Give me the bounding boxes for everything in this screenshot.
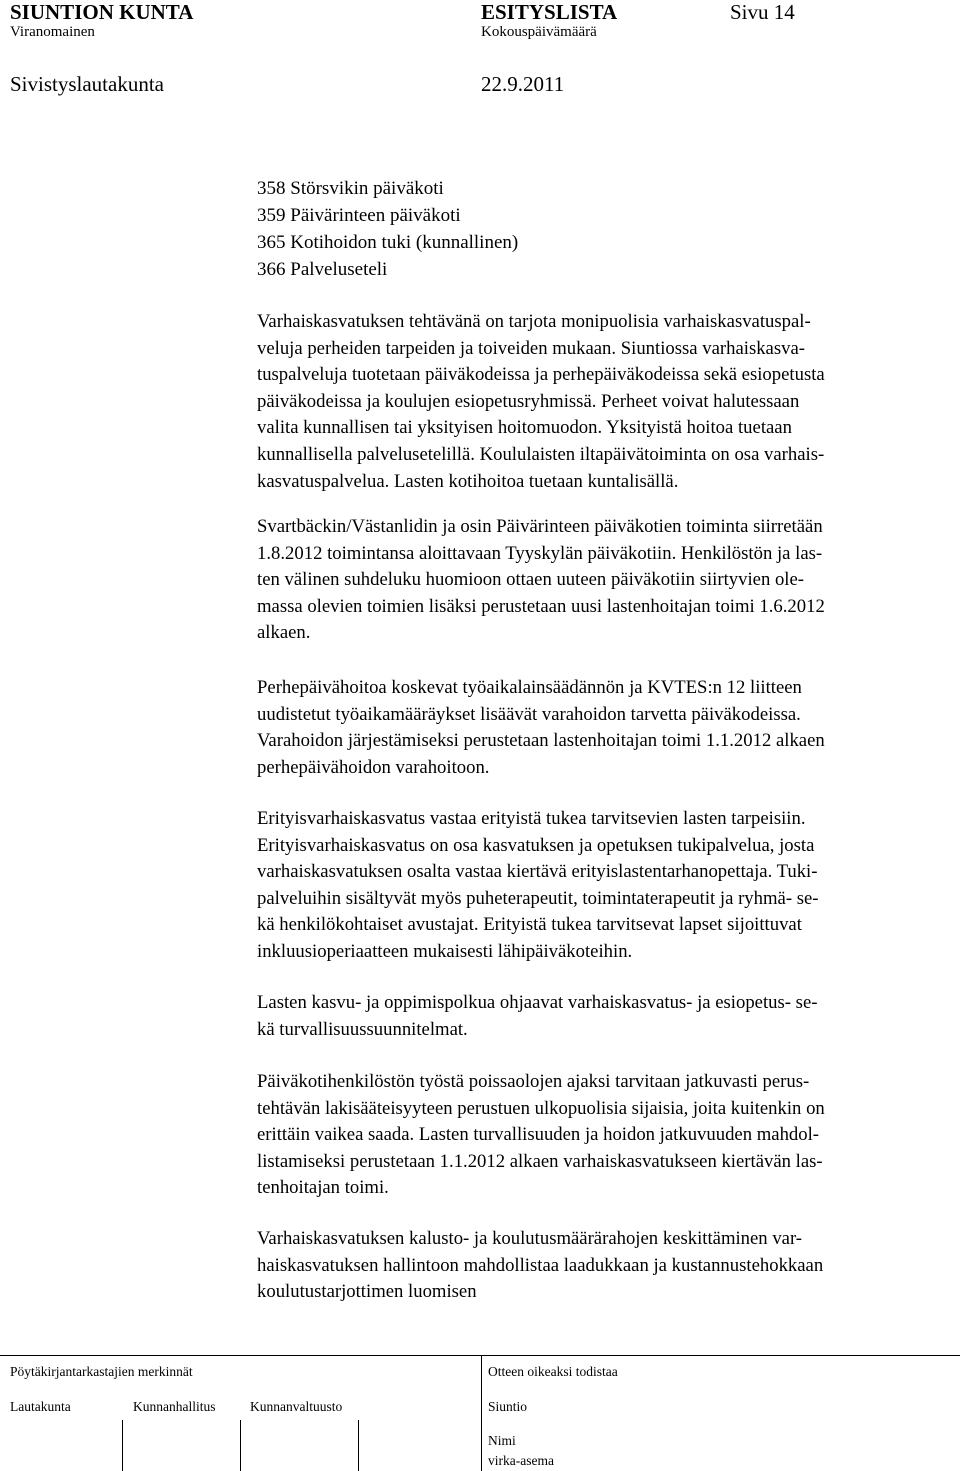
text-line: tuspalveluja tuotetaan päiväkodeissa ja perhepäiväkodeissa sekä esiopetusta [257, 364, 825, 386]
municipality-name: SIUNTION KUNTA [10, 0, 194, 24]
text-line: Perhepäivähoitoa koskevat työaikalainsäädännön ja KVTES:n 12 liitteen [257, 677, 802, 698]
document-type: ESITYSLISTA [481, 0, 618, 24]
text-line: kasvatuspalvelua. Lasten kotihoitoa tuetaan kuntalisällä. [257, 470, 679, 492]
paragraph [257, 514, 957, 647]
text-line: perhepäivähoidon varahoitoon. [257, 756, 490, 778]
paragraph [257, 675, 957, 781]
page-number: Sivu 14 [730, 0, 795, 24]
paragraph [257, 990, 957, 1043]
meeting-date-label: Kokouspäivämäärä [481, 24, 597, 40]
text-line: inkluusioperiaatteen mukaisesti lähipäiväkoteihin. [257, 940, 633, 962]
committee-name: Sivistyslautakunta [10, 72, 164, 96]
position-label: virka-asema [488, 1453, 554, 1468]
reviewers-label: Pöytäkirjantarkastajien merkinnät [10, 1364, 193, 1379]
text-line: uudistetut työaikamääräykset lisäävät varahoidon tarvetta päiväkodeissa. [257, 703, 801, 725]
paragraph [257, 309, 957, 495]
text-line: haiskasvatuksen hallintoon mahdollistaa laadukkaan ja kustannustehokkaan [257, 1254, 824, 1276]
text-line: päiväkodeissa ja koulujen esiopetusryhmissä. Perheet voivat halutessaan [257, 390, 800, 412]
text-line: kä turvallisuussuunnitelmat. [257, 1018, 468, 1040]
body-label-lautakunta: Lautakunta [10, 1399, 71, 1414]
text-line: kä henkilökohtaiset avustajat. Erityistä tukea tarvitsevat lapset sijoittuvat [257, 914, 802, 936]
certified-label: Otteen oikeaksi todistaa [488, 1364, 618, 1379]
text-line: massa olevien toimien lisäksi perustetaan uusi lastenhoitajan toimi 1.6.2012 [257, 595, 825, 617]
text-line: varhaiskasvatuksen osalta vastaa kiertävä erityislastentarhanopettaja. Tuki- [257, 861, 818, 883]
text-line: tehtävän lakisääteisyyteen perustuen ulkopuolisia sijaisia, joita kuitenkin on [257, 1097, 825, 1119]
text-line: tenhoitajan toimi. [257, 1177, 389, 1199]
list-item: 366 Palveluseteli [257, 259, 388, 280]
paragraph [257, 1069, 957, 1202]
text-line: Varhaiskasvatuksen tehtävänä on tarjota monipuolisia varhaiskasvatuspal- [257, 311, 811, 332]
authority-label: Viranomainen [10, 24, 95, 40]
text-line: Erityisvarhaiskasvatus on osa kasvatuksen ja opetuksen tukipalvelua, josta [257, 834, 815, 856]
text-line: palveluihin sisältyvät myös puheterapeutit, toimintaterapeutit ja ryhmä- se- [257, 887, 819, 909]
text-line: Erityisvarhaiskasvatus vastaa erityistä tukea tarvitsevien lasten tarpeisiin. [257, 808, 806, 829]
footer-column-rule [240, 1420, 241, 1471]
footer-divider [481, 1355, 482, 1471]
footer-column-rule [358, 1420, 359, 1471]
text-line: Varhaiskasvatuksen kalusto- ja koulutusmäärärahojen keskittäminen var- [257, 1228, 803, 1249]
footer-top-rule [0, 1355, 960, 1356]
text-line: koulutustarjottimen luomisen [257, 1281, 477, 1303]
text-line: Lasten kasvu- ja oppimispolkua ohjaavat varhaiskasvatus- ja esiopetus- se- [257, 992, 818, 1013]
paragraph [257, 806, 957, 966]
text-line: Päiväkotihenkilöstön työstä poissaolojen ajaksi tarvitaan jatkuvasti perus- [257, 1071, 810, 1092]
text-line: veluja perheiden tarpeiden ja toiveiden mukaan. Siuntiossa varhaiskasva- [257, 337, 805, 359]
list-item: 365 Kotihoidon tuki (kunnallinen) [257, 232, 519, 253]
text-line: Svartbäckin/Västanlidin ja osin Päivärinteen päiväkotien toiminta siirretään [257, 516, 823, 537]
body-label-kunnanhallitus: Kunnanhallitus [133, 1399, 216, 1414]
text-line: erittäin vaikea saada. Lasten turvallisuuden ja hoidon jatkuvuuden mahdol- [257, 1124, 820, 1146]
paragraph [257, 1226, 957, 1306]
meeting-date: 22.9.2011 [481, 72, 565, 96]
place-label: Siuntio [488, 1399, 528, 1414]
text-line: Varahoidon järjestämiseksi perustetaan lastenhoitajan toimi 1.1.2012 alkaen [257, 730, 825, 752]
body-label-kunnanvaltuusto: Kunnanvaltuusto [250, 1399, 343, 1414]
footer-column-rule [122, 1420, 123, 1471]
name-label: Nimi [488, 1433, 516, 1448]
text-line: listamiseksi perustetaan 1.1.2012 alkaen varhaiskasvatukseen kiertävän las- [257, 1150, 823, 1172]
text-line: ten välinen suhdeluku huomioon ottaen uuteen päiväkotiin siirtyvien ole- [257, 569, 805, 591]
text-line: alkaen. [257, 622, 311, 644]
list-item: 359 Päivärinteen päiväkoti [257, 205, 461, 226]
text-line: valita kunnallisen tai yksityisen hoitomuodon. Yksityistä hoitoa tuetaan [257, 417, 792, 439]
text-line: kunnallisella palvelusetelillä. Koululaisten iltapäivätoiminta on osa varhais- [257, 443, 825, 465]
text-line: 1.8.2012 toimintansa aloittavaan Tyyskylän päiväkotiin. Henkilöstön ja las- [257, 542, 823, 564]
list-item: 358 Störsvikin päiväkoti [257, 178, 444, 199]
